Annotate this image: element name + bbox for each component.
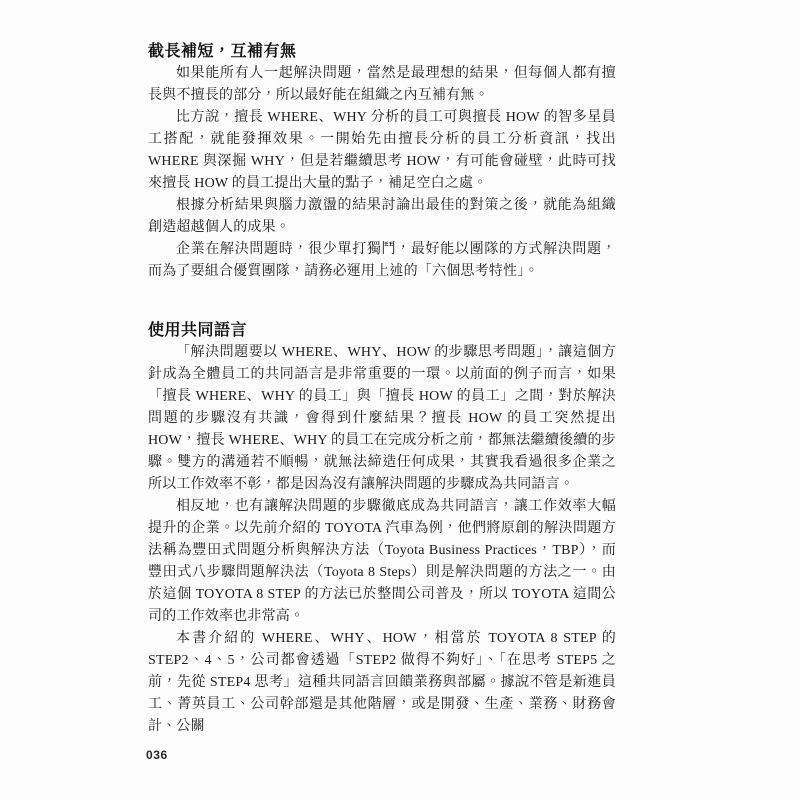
text-block xyxy=(148,41,616,738)
section-heading-complementarity: 截長補短，互補有無 xyxy=(148,43,297,60)
paragraph-team-building: 企業在解決問題時，很少單打獨鬥，最好能以團隊的方式解決問題，而為了要組合優質團隊，請務必運用上述的「六個思考特性」。 xyxy=(148,242,616,279)
paragraph-toyota-steps-mapping: 本書介紹的 WHERE、WHY、HOW，相當於 TOYOTA 8 STEP 的 STEP2、4、5，公司都會透過「STEP2 做得不夠好」、「在思考 STEP5 之前，先從 STEP4 思考」這種共同語言回饋業務與部屬。據說不管是新進員工、菁英員工、公司幹部還是其他階層，或是開發、生產、業務、財務會計、公關 xyxy=(148,631,616,734)
paragraph-organization-results: 根據分析結果與腦力激盪的結果討論出最佳的對策之後，就能為組織創造超越個人的成果。 xyxy=(148,198,616,235)
paragraph-common-language-importance: 「解決問題要以 WHERE、WHY、HOW 的步驟思考問題」，讓這個方針成為全體員工的共同語言是非常重要的一環。以前面的例子而言，如果「擅長 WHERE、WHY 的員工」與「擅長 HOW 的員工」之間，對於解決問題的步驟沒有共識，會得到什麼結果？擅長 HOW 的員工突然提出 HOW，擅長 WHERE、WHY 的員工在完成分析之前，都無法繼續後續的步驟。雙方的溝通若不順暢，就無法締造任何成果，其實我看過很多企業之所以工作效率不彰，都是因為沒有讓解決問題的步驟成為共同語言。 xyxy=(148,345,616,492)
section-heading-common-language: 使用共同語言 xyxy=(148,322,248,339)
paragraph-pairing-employees: 比方說，擅長 WHERE、WHY 分析的員工可與擅長 HOW 的智多星員工搭配，就能發揮效果。一開始先由擅長分析的員工分析資訊，找出 WHERE 與深掘 WHY，但是若繼續思考 HOW，有可能會碰壁，此時可找來擅長 HOW 的員工提出大量的點子，補足空白之處。 xyxy=(148,110,616,191)
page-number: 036 xyxy=(146,748,168,762)
paragraph-ideal-result: 如果能所有人一起解決問題，當然是最理想的結果，但每個人都有擅長與不擅長的部分，所以最好能在組織之內互補有無。 xyxy=(148,66,616,103)
paragraph-toyota-example: 相反地，也有讓解決問題的步驟徹底成為共同語言，讓工作效率大幅提升的企業。以先前介紹的 TOYOTA 汽車為例，他們將原創的解決問題方法稱為豐田式問題分析與解決方法（Toyota Business Practices，TBP），而豐田式八步驟問題解決法（Toyota 8 Steps）則是解決問題的方法之一。由於這個 TOYOTA 8 STEP 的方法已於整間公司普及，所以 TOYOTA 這間公司的工作效率也非常高。 xyxy=(148,499,616,624)
